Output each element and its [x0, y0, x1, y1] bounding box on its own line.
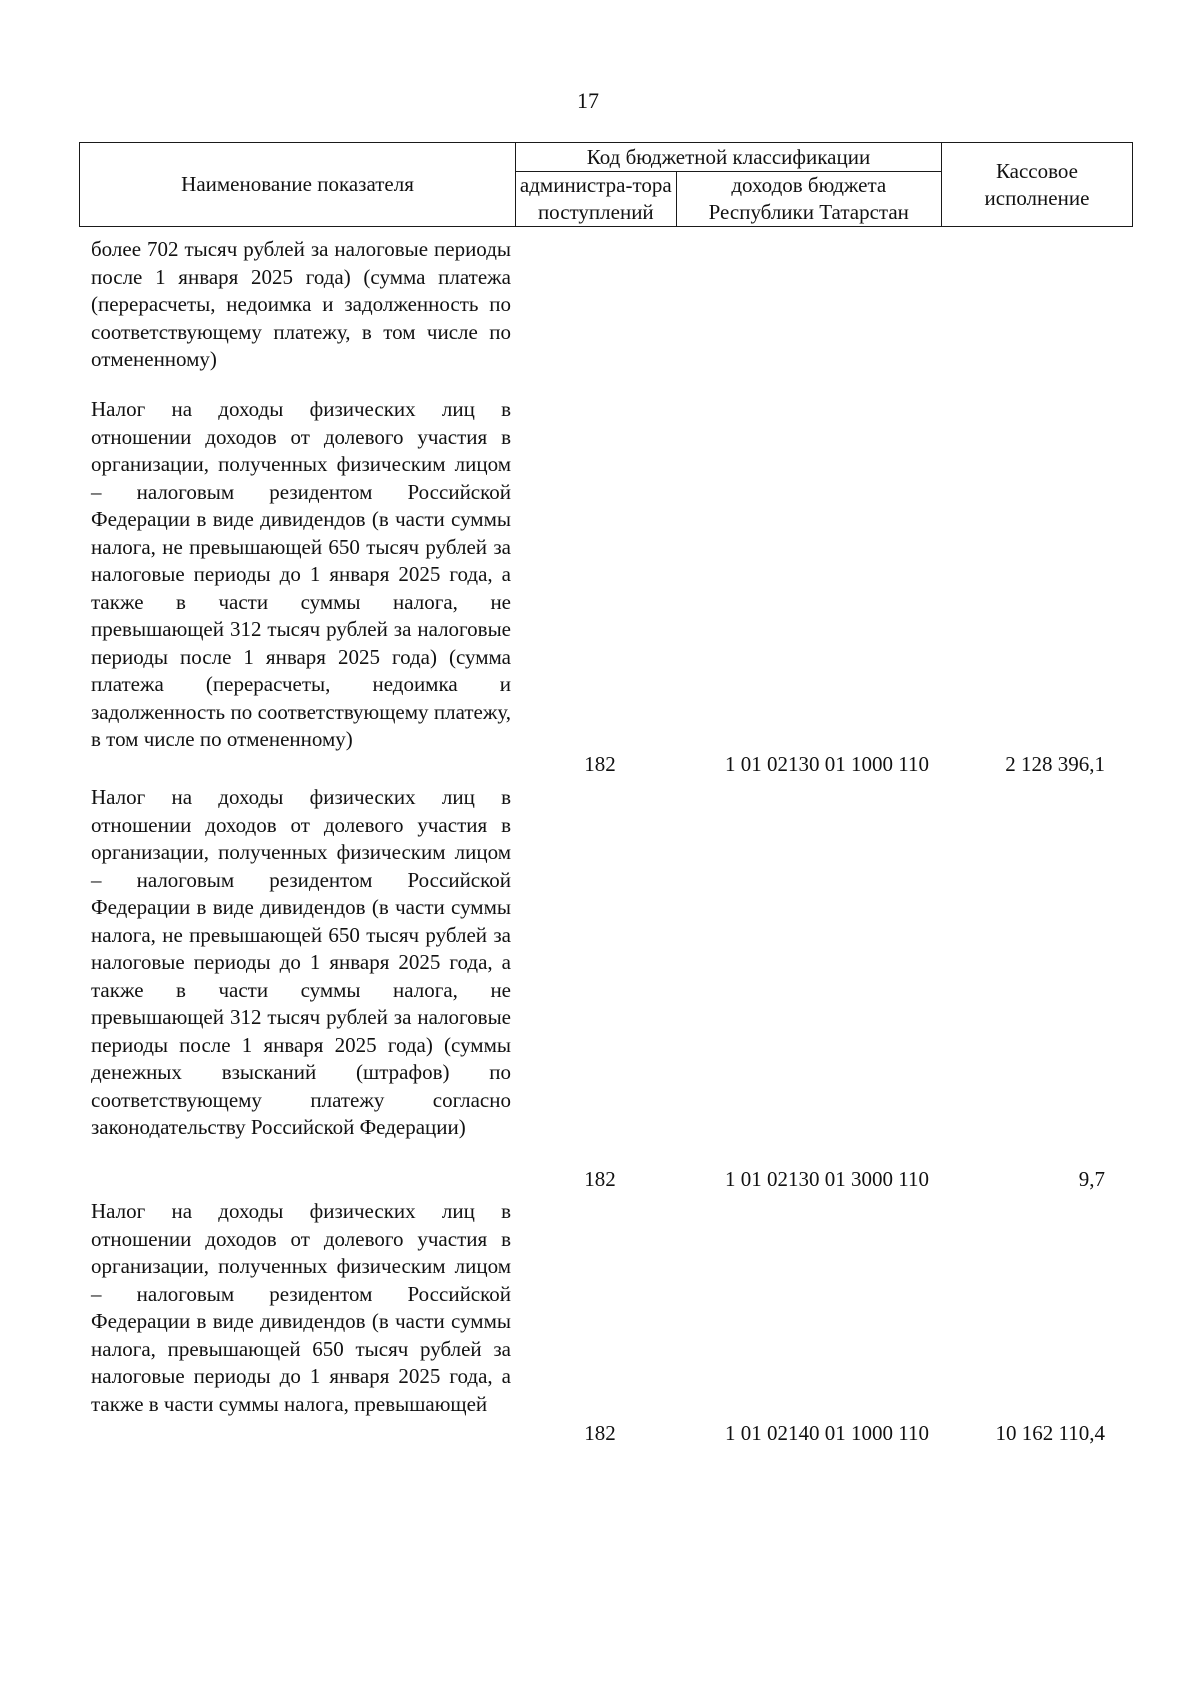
table-row-name: Налог на доходы физических лиц в отношении доходов от долевого участия в организации, полученных физическим лицом – налоговым резидентом Российской Федерации в виде дивидендов (в части суммы налога, превышающей 650 тысяч рублей за налоговые периоды до 1 января 2025 года, а также в части суммы налога, превышающей: [91, 1199, 511, 1416]
table-row-admin-code: 182: [584, 1167, 616, 1191]
table-row-kbk-code: 1 01 02140 01 1000 110: [725, 1421, 929, 1445]
column-header-income-code: доходов бюджета Республики Татарстан: [676, 172, 941, 227]
table-row-name: Налог на доходы физических лиц в отношении доходов от долевого участия в организации, полученных физическим лицом – налоговым резидентом Российской Федерации в виде дивидендов (в части суммы налога, не превышающей 650 тысяч рублей за налоговые периоды до 1 января 2025 года, а также в части суммы налога, не превышающей 312 тысяч рублей за налоговые периоды после 1 января 2025 года) (суммы денежных взысканий (штрафов) по соответствующему платежу согласно законодательству Российской Федерации): [91, 785, 511, 1139]
table-row-admin-code: 182: [584, 752, 616, 776]
table-row-amount: 2 128 396,1: [1005, 752, 1105, 776]
column-header-kbk-group: Код бюджетной классификации: [516, 143, 942, 172]
table-row-kbk-code: 1 01 02130 01 3000 110: [725, 1167, 929, 1191]
page-number: 17: [577, 88, 599, 113]
column-header-administrator: администра-тора поступлений: [516, 172, 677, 227]
table-row-amount: 10 162 110,4: [995, 1421, 1105, 1445]
column-header-name: Наименование показателя: [80, 143, 516, 227]
table-header: [79, 142, 1133, 227]
table-row-kbk-code: 1 01 02130 01 1000 110: [725, 752, 929, 776]
table-row-name: более 702 тысяч рублей за налоговые периоды после 1 января 2025 года) (сумма платежа (перерасчеты, недоимка и задолженность по соответствующему платежу, в том числе по отмененному): [91, 237, 511, 371]
table-row-admin-code: 182: [584, 1421, 616, 1445]
table-row-name: Налог на доходы физических лиц в отношении доходов от долевого участия в организации, полученных физическим лицом – налоговым резидентом Российской Федерации в виде дивидендов (в части суммы налога, не превышающей 650 тысяч рублей за налоговые периоды до 1 января 2025 года, а также в части суммы налога, не превышающей 312 тысяч рублей за налоговые периоды после 1 января 2025 года) (сумма платежа (перерасчеты, недоимка и задолженность по соответствующему платежу, в том числе по отмененному): [91, 397, 511, 751]
column-header-cash-execution: Кассовое исполнение: [941, 143, 1132, 227]
table-row-amount: 9,7: [1078, 1167, 1105, 1191]
